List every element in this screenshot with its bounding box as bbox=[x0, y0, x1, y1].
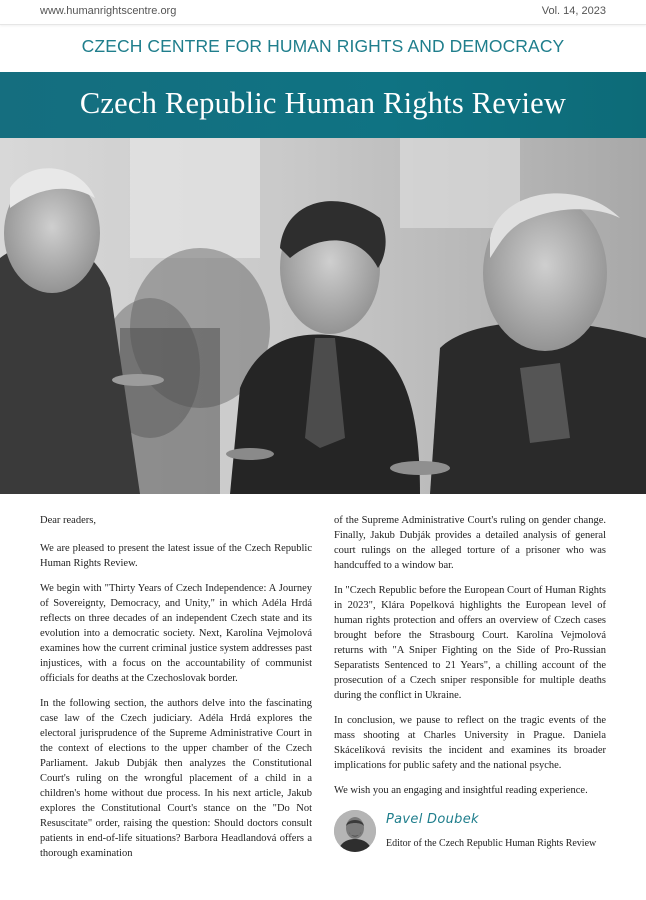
cover-photo bbox=[0, 138, 646, 494]
avatar bbox=[334, 810, 376, 852]
organization-name: CZECH CENTRE FOR HUMAN RIGHTS AND DEMOCRACY bbox=[81, 36, 565, 56]
letter-column-left bbox=[40, 513, 312, 871]
letter-column-right bbox=[334, 513, 606, 808]
editor-portrait-image bbox=[334, 810, 376, 852]
letter-paragraph: In the following section, the authors delve into the fascinating case law of the Czech judiciary. Adéla Hrdá explores the electoral jurisprudence of the Supreme Administrative Court in the context of elections to the upper chamber of the Czech Parliament. Jakub Dubják then analyzes the Constitutional Court's ruling on the wrongful placement of a child in a children's home without due process. In his next article, Jakub explores the Constitutional Court's stance on the "Do Not Resuscitate" order, raising the question: Should doctors consult patients in end-of-life situations? Barbora Headlandová offers a thorough examination bbox=[40, 698, 312, 859]
editor-signature bbox=[334, 810, 614, 860]
letter-paragraph: In "Czech Republic before the European Court of Human Rights in 2023", Klára Popelková highlights the European level of human rights protection and offers an overview of Czech cases brought before the Strasbourg Court. Karolína Vejmolová returns with "A Sniper Fighting on the Side of Pro-Russian Separatists Sentenced to 21 Years", a chilling account of the prosecution of a Czech sniper responsible for multiple deaths during the conflict in Ukraine. bbox=[334, 585, 606, 701]
volume-label: Vol. 14, 2023 bbox=[541, 5, 606, 17]
cover-photo-image bbox=[0, 138, 646, 494]
letter-paragraph: We are pleased to present the latest issue of the Czech Republic Human Rights Review. bbox=[40, 543, 312, 569]
top-bar bbox=[0, 0, 646, 25]
editor-name: Pavel Doubek bbox=[386, 812, 479, 827]
letter-paragraph: We begin with "Thirty Years of Czech Independence: A Journey of Sovereignty, Democracy, and Unity," in which Adéla Hrdá reflects on three decades of an independent Czech state and its evolution into a democratic society. Next, Karolína Vejmolová examines how the current criminal justice system addresses past injustices, with a focus on the accountability of communist officials for deaths at the Czechoslovak border. bbox=[40, 583, 312, 684]
letter-paragraph: We wish you an engaging and insightful reading experience. bbox=[334, 785, 588, 796]
letter-paragraph: In conclusion, we pause to reflect on the tragic events of the mass shooting at Charles University in Prague. Daniela Skácelíková revisits the incident and examines its broader implications for public safety and the national psyche. bbox=[334, 715, 606, 771]
title-banner bbox=[0, 72, 646, 138]
publication-title: Czech Republic Human Rights Review bbox=[79, 86, 567, 120]
editor-role: Editor of the Czech Republic Human Rights Review bbox=[386, 838, 597, 849]
letter-paragraph: of the Supreme Administrative Court's ruling on gender change. Finally, Jakub Dubják provides a detailed analysis of general court rulings on the alleged torture of a prisoner who was handcuffed to a window bar. bbox=[334, 515, 606, 571]
website-url[interactable]: www.humanrightscentre.org bbox=[40, 5, 177, 17]
salutation: Dear readers, bbox=[40, 515, 96, 526]
